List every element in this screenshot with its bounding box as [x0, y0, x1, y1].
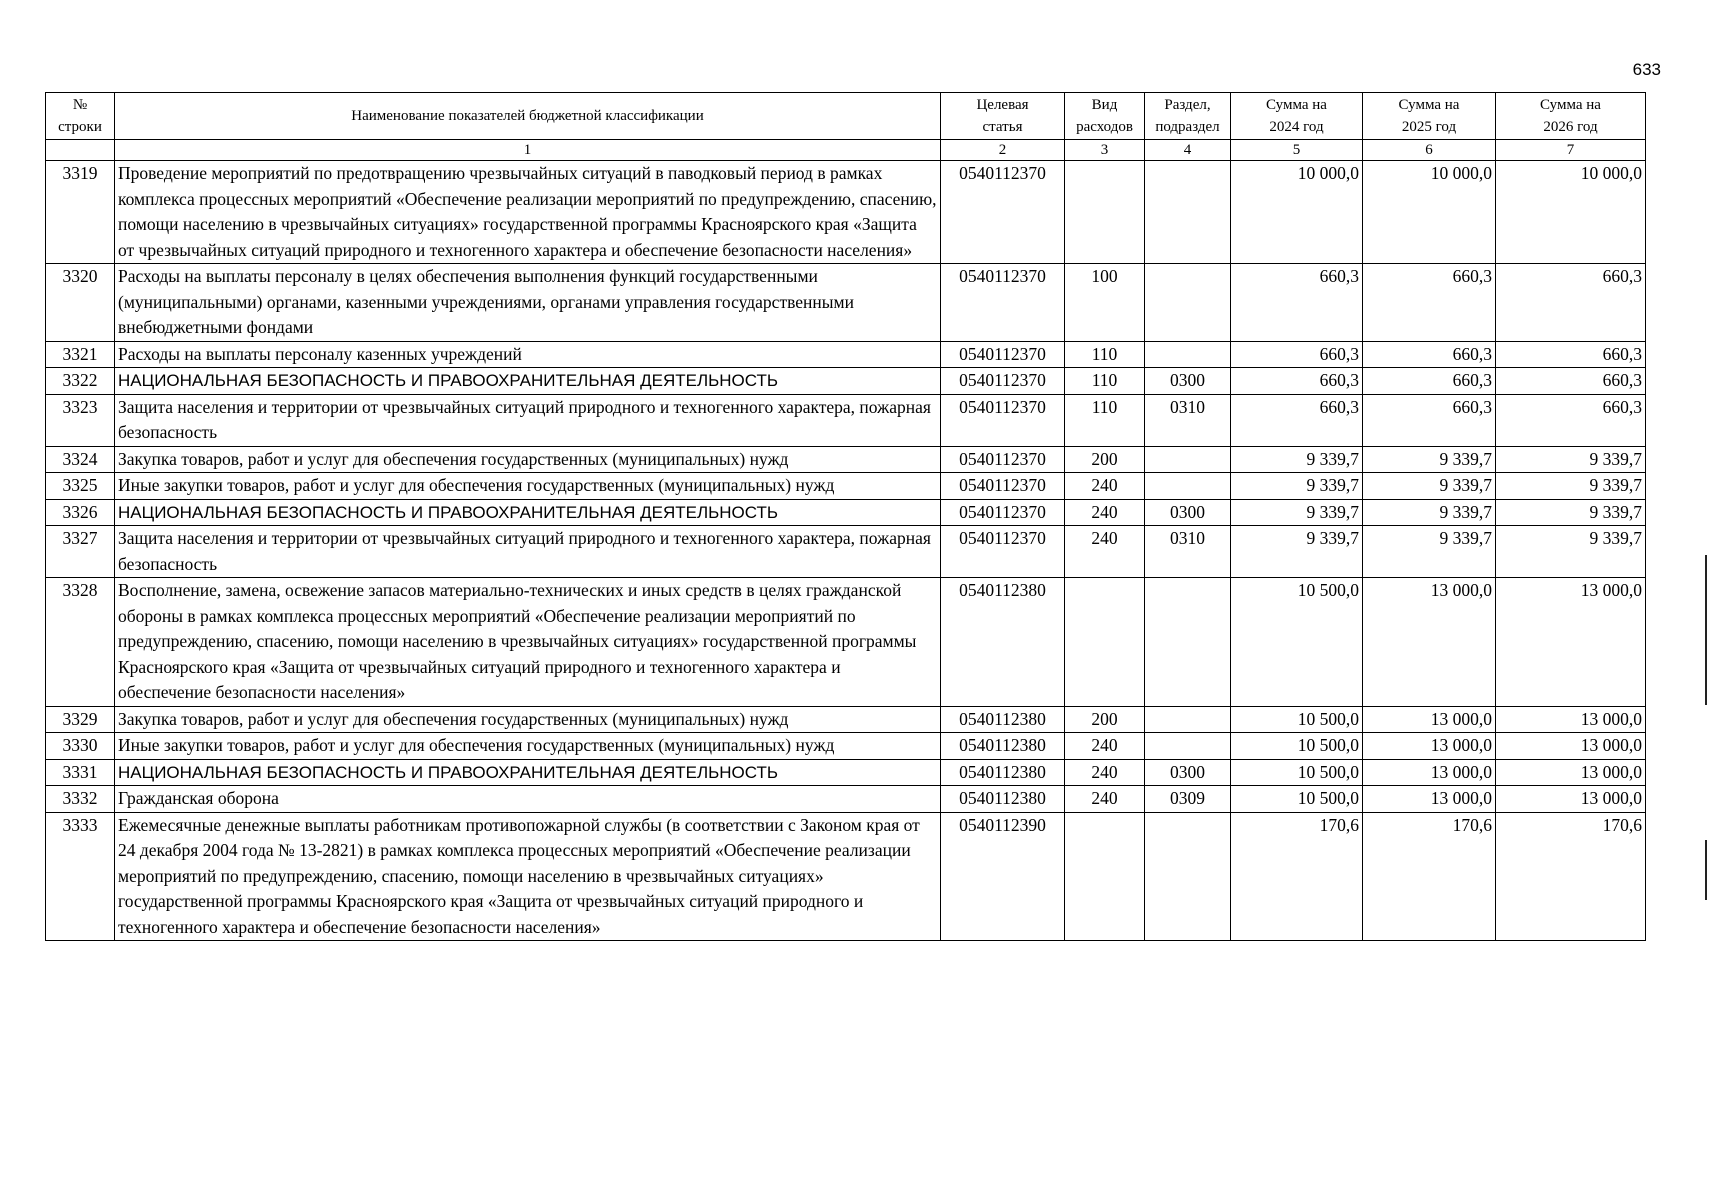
row-name: Закупка товаров, работ и услуг для обеспечения государственных (муниципальных) нужд — [115, 446, 941, 473]
table-row — [46, 161, 1646, 264]
row-section — [1145, 578, 1231, 707]
row-number: 3330 — [46, 733, 115, 760]
row-name: НАЦИОНАЛЬНАЯ БЕЗОПАСНОСТЬ И ПРАВООХРАНИТЕЛЬНАЯ ДЕЯТЕЛЬНОСТЬ — [115, 759, 941, 786]
row-target-item: 0540112380 — [941, 706, 1065, 733]
row-sum-2025: 9 339,7 — [1363, 473, 1496, 500]
row-sum-2025: 660,3 — [1363, 264, 1496, 342]
row-target-item: 0540112390 — [941, 812, 1065, 941]
row-sum-2025: 13 000,0 — [1363, 786, 1496, 813]
row-name: Гражданская оборона — [115, 786, 941, 813]
row-expense-type: 100 — [1065, 264, 1145, 342]
row-sum-2024: 9 339,7 — [1231, 473, 1363, 500]
row-sum-2024: 660,3 — [1231, 394, 1363, 446]
row-section: 0310 — [1145, 526, 1231, 578]
row-name: Расходы на выплаты персоналу в целях обеспечения выполнения функций государственными (муниципальными) органами, казенными учреждениями, органами управления государственными внебюджетными фондами — [115, 264, 941, 342]
column-number: 6 — [1363, 140, 1496, 161]
row-section: 0309 — [1145, 786, 1231, 813]
table-row — [46, 473, 1646, 500]
row-sum-2026: 660,3 — [1496, 394, 1646, 446]
row-sum-2026: 13 000,0 — [1496, 733, 1646, 760]
row-number: 3322 — [46, 368, 115, 395]
row-number: 3328 — [46, 578, 115, 707]
row-target-item: 0540112380 — [941, 786, 1065, 813]
row-sum-2024: 10 500,0 — [1231, 759, 1363, 786]
row-number: 3325 — [46, 473, 115, 500]
row-expense-type: 200 — [1065, 706, 1145, 733]
row-number: 3329 — [46, 706, 115, 733]
row-sum-2024: 10 500,0 — [1231, 733, 1363, 760]
row-expense-type: 240 — [1065, 473, 1145, 500]
header-row-no: № строки — [46, 93, 115, 140]
table-row — [46, 499, 1646, 526]
row-expense-type: 240 — [1065, 759, 1145, 786]
table-row — [46, 759, 1646, 786]
table-row — [46, 786, 1646, 813]
row-section — [1145, 473, 1231, 500]
scan-edge-mark — [1705, 840, 1707, 900]
table-row — [46, 368, 1646, 395]
row-expense-type: 240 — [1065, 786, 1145, 813]
row-sum-2026: 9 339,7 — [1496, 446, 1646, 473]
row-target-item: 0540112370 — [941, 446, 1065, 473]
header-name: Наименование показателей бюджетной классификации — [115, 93, 941, 140]
table-row — [46, 733, 1646, 760]
table-row — [46, 578, 1646, 707]
row-sum-2026: 13 000,0 — [1496, 759, 1646, 786]
row-sum-2026: 660,3 — [1496, 368, 1646, 395]
row-number: 3332 — [46, 786, 115, 813]
row-expense-type — [1065, 578, 1145, 707]
page-number: 633 — [1632, 60, 1661, 79]
row-sum-2026: 10 000,0 — [1496, 161, 1646, 264]
row-expense-type: 200 — [1065, 446, 1145, 473]
row-sum-2025: 9 339,7 — [1363, 446, 1496, 473]
row-sum-2024: 170,6 — [1231, 812, 1363, 941]
row-target-item: 0540112380 — [941, 578, 1065, 707]
table-row — [46, 341, 1646, 368]
row-number: 3321 — [46, 341, 115, 368]
table-row — [46, 264, 1646, 342]
row-number: 3323 — [46, 394, 115, 446]
row-sum-2026: 170,6 — [1496, 812, 1646, 941]
row-name: НАЦИОНАЛЬНАЯ БЕЗОПАСНОСТЬ И ПРАВООХРАНИТЕЛЬНАЯ ДЕЯТЕЛЬНОСТЬ — [115, 368, 941, 395]
row-sum-2024: 660,3 — [1231, 264, 1363, 342]
row-target-item: 0540112370 — [941, 473, 1065, 500]
row-number: 3319 — [46, 161, 115, 264]
table-body — [46, 161, 1646, 941]
row-sum-2025: 13 000,0 — [1363, 706, 1496, 733]
row-name: Иные закупки товаров, работ и услуг для обеспечения государственных (муниципальных) нужд — [115, 473, 941, 500]
row-expense-type: 240 — [1065, 526, 1145, 578]
row-number: 3327 — [46, 526, 115, 578]
row-name: Ежемесячные денежные выплаты работникам противопожарной службы (в соответствии с Законом края от 24 декабря 2004 года № 13-2821) в рамках комплекса процессных мероприятий «Обеспечение реализации мероприятий по предупреждению, спасению, помощи населению в чрезвычайных ситуациях» государственной программы Красноярского края «Защита от чрезвычайных ситуаций природного и техногенного характера и обеспечение безопасности населения» — [115, 812, 941, 941]
row-name: Расходы на выплаты персоналу казенных учреждений — [115, 341, 941, 368]
row-number: 3324 — [46, 446, 115, 473]
table-row — [46, 526, 1646, 578]
table-row — [46, 812, 1646, 941]
row-target-item: 0540112370 — [941, 499, 1065, 526]
row-name: Иные закупки товаров, работ и услуг для обеспечения государственных (муниципальных) нужд — [115, 733, 941, 760]
column-number: 4 — [1145, 140, 1231, 161]
row-sum-2024: 10 500,0 — [1231, 706, 1363, 733]
row-name: Восполнение, замена, освежение запасов материально-технических и иных средств в целях гражданской обороны в рамках комплекса процессных мероприятий «Обеспечение реализации мероприятий по предупреждению, спасению, помощи населению в чрезвычайных ситуациях» государственной программы Красноярского края «Защита от чрезвычайных ситуаций природного и техногенного характера и обеспечение безопасности населения» — [115, 578, 941, 707]
row-section — [1145, 706, 1231, 733]
row-sum-2026: 9 339,7 — [1496, 473, 1646, 500]
row-expense-type — [1065, 812, 1145, 941]
row-sum-2024: 9 339,7 — [1231, 446, 1363, 473]
row-section: 0300 — [1145, 499, 1231, 526]
header-sum-2024: Сумма на 2024 год — [1231, 93, 1363, 140]
row-sum-2026: 13 000,0 — [1496, 786, 1646, 813]
row-sum-2025: 13 000,0 — [1363, 578, 1496, 707]
row-target-item: 0540112370 — [941, 161, 1065, 264]
row-expense-type: 110 — [1065, 368, 1145, 395]
header-expense-type: Вид расходов — [1065, 93, 1145, 140]
row-name: Закупка товаров, работ и услуг для обеспечения государственных (муниципальных) нужд — [115, 706, 941, 733]
row-name: Защита населения и территории от чрезвычайных ситуаций природного и техногенного характера, пожарная безопасность — [115, 526, 941, 578]
row-section: 0310 — [1145, 394, 1231, 446]
row-sum-2026: 13 000,0 — [1496, 706, 1646, 733]
row-expense-type — [1065, 161, 1145, 264]
scan-edge-mark — [1705, 555, 1707, 705]
column-number: 1 — [115, 140, 941, 161]
row-target-item: 0540112370 — [941, 341, 1065, 368]
row-sum-2026: 9 339,7 — [1496, 526, 1646, 578]
row-target-item: 0540112370 — [941, 368, 1065, 395]
table-row — [46, 446, 1646, 473]
row-name: НАЦИОНАЛЬНАЯ БЕЗОПАСНОСТЬ И ПРАВООХРАНИТЕЛЬНАЯ ДЕЯТЕЛЬНОСТЬ — [115, 499, 941, 526]
row-target-item: 0540112380 — [941, 759, 1065, 786]
row-sum-2025: 170,6 — [1363, 812, 1496, 941]
table-row — [46, 394, 1646, 446]
header-sum-2026: Сумма на 2026 год — [1496, 93, 1646, 140]
budget-table — [45, 92, 1646, 941]
row-sum-2025: 660,3 — [1363, 394, 1496, 446]
row-sum-2026: 9 339,7 — [1496, 499, 1646, 526]
table-header — [46, 93, 1646, 161]
row-section — [1145, 812, 1231, 941]
column-numbers-row — [46, 140, 1646, 161]
row-sum-2025: 10 000,0 — [1363, 161, 1496, 264]
column-number: 7 — [1496, 140, 1646, 161]
header-target-item: Целевая статья — [941, 93, 1065, 140]
row-expense-type: 110 — [1065, 341, 1145, 368]
row-number: 3326 — [46, 499, 115, 526]
row-section — [1145, 341, 1231, 368]
row-section — [1145, 161, 1231, 264]
header-section: Раздел, подраздел — [1145, 93, 1231, 140]
row-number: 3331 — [46, 759, 115, 786]
row-sum-2025: 9 339,7 — [1363, 526, 1496, 578]
row-section — [1145, 733, 1231, 760]
column-number: 5 — [1231, 140, 1363, 161]
row-sum-2024: 660,3 — [1231, 368, 1363, 395]
row-sum-2026: 660,3 — [1496, 264, 1646, 342]
row-section: 0300 — [1145, 759, 1231, 786]
row-sum-2024: 9 339,7 — [1231, 499, 1363, 526]
row-sum-2026: 13 000,0 — [1496, 578, 1646, 707]
row-target-item: 0540112370 — [941, 526, 1065, 578]
row-sum-2024: 10 500,0 — [1231, 578, 1363, 707]
row-section — [1145, 264, 1231, 342]
row-sum-2025: 13 000,0 — [1363, 759, 1496, 786]
row-name: Проведение мероприятий по предотвращению чрезвычайных ситуаций в паводковый период в рамках комплекса процессных мероприятий «Обеспечение реализации мероприятий по предупреждению, спасению, помощи населению в чрезвычайных ситуациях» государственной программы Красноярского края «Защита от чрезвычайных ситуаций природного и техногенного характера и обеспечение безопасности населения» — [115, 161, 941, 264]
row-target-item: 0540112370 — [941, 264, 1065, 342]
row-target-item: 0540112370 — [941, 394, 1065, 446]
row-expense-type: 240 — [1065, 733, 1145, 760]
row-section: 0300 — [1145, 368, 1231, 395]
row-sum-2025: 660,3 — [1363, 341, 1496, 368]
table-row — [46, 706, 1646, 733]
row-name: Защита населения и территории от чрезвычайных ситуаций природного и техногенного характера, пожарная безопасность — [115, 394, 941, 446]
row-sum-2024: 10 500,0 — [1231, 786, 1363, 813]
row-sum-2024: 9 339,7 — [1231, 526, 1363, 578]
row-sum-2026: 660,3 — [1496, 341, 1646, 368]
row-expense-type: 240 — [1065, 499, 1145, 526]
row-sum-2025: 13 000,0 — [1363, 733, 1496, 760]
row-sum-2024: 660,3 — [1231, 341, 1363, 368]
row-target-item: 0540112380 — [941, 733, 1065, 760]
column-number — [46, 140, 115, 161]
row-number: 3320 — [46, 264, 115, 342]
row-expense-type: 110 — [1065, 394, 1145, 446]
header-sum-2025: Сумма на 2025 год — [1363, 93, 1496, 140]
row-section — [1145, 446, 1231, 473]
row-sum-2024: 10 000,0 — [1231, 161, 1363, 264]
row-sum-2025: 660,3 — [1363, 368, 1496, 395]
row-sum-2025: 9 339,7 — [1363, 499, 1496, 526]
row-number: 3333 — [46, 812, 115, 941]
column-number: 2 — [941, 140, 1065, 161]
column-number: 3 — [1065, 140, 1145, 161]
